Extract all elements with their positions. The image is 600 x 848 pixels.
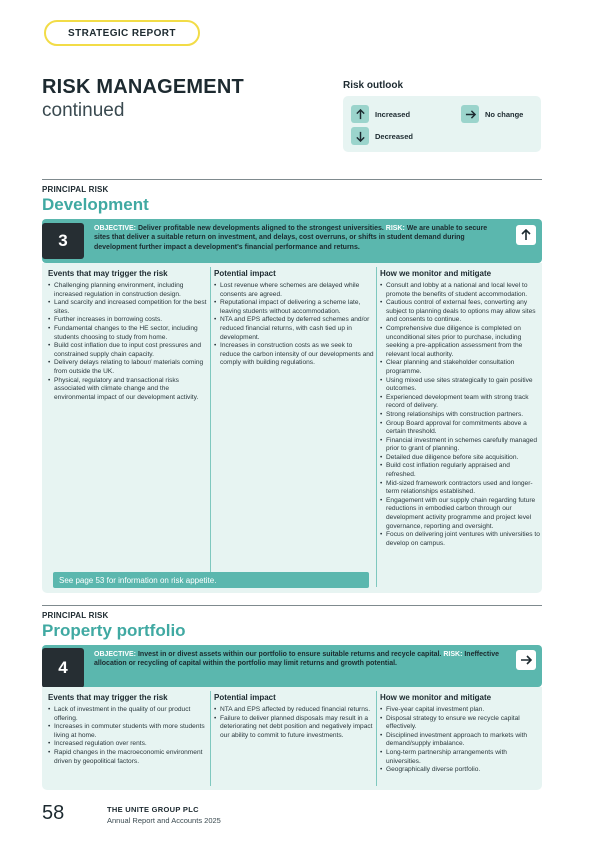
column-divider: [210, 691, 211, 786]
objective-text: Invest in or divest assets within our portfolio to ensure suitable returns and recycle capital.: [137, 651, 442, 658]
list-item: • Lost revenue where schemes are delayed while consents are agreed.: [214, 282, 374, 299]
section-divider: [42, 605, 542, 606]
legend-no-change: [461, 105, 523, 123]
list-item: • Using mixed use sites strategically to gain positive outcomes.: [380, 377, 540, 394]
list-item: • Five-year capital investment plan.: [380, 706, 540, 715]
list-item: • Disposal strategy to ensure we recycle capital effectively.: [380, 715, 540, 732]
impact-list: [214, 706, 374, 740]
legend-no-change-label: No change: [485, 109, 524, 119]
arrow-up-icon: [351, 105, 369, 123]
legend-decreased: [351, 127, 413, 145]
objective-key: OBJECTIVE:: [94, 225, 137, 232]
arrow-up-icon: [516, 225, 536, 245]
legend-decreased-label: Decreased: [375, 131, 413, 141]
risk-details-panel: [42, 263, 542, 593]
list-item: • Disciplined investment approach to markets with demand/supply imbalance.: [380, 732, 540, 749]
list-item: • Cautious control of external fees, converting any subject to planning deals to options may allow sites and consents to continue.: [380, 299, 540, 325]
list-item: • Failure to deliver planned disposals may result in a deteriorating net debt position and negatively impact our ability to commit to future investments.: [214, 715, 374, 741]
risk-outlook-legend: [343, 96, 541, 152]
risk-outlook-title: Risk outlook: [343, 80, 404, 91]
page-number: 58: [42, 802, 65, 824]
list-item: • Build cost inflation due to input cost pressures and constrained supply chain capacity.: [48, 342, 208, 359]
mitigation-column: [380, 263, 540, 548]
list-item: • Land scarcity and increased competition for the best sites.: [48, 299, 208, 316]
column-divider: [376, 691, 377, 786]
list-item: • Increases in construction costs as we seek to reduce the carbon intensity of our developments and comply with building regulations.: [214, 342, 374, 368]
events-list: [48, 706, 208, 766]
events-column: [48, 263, 208, 402]
impact-column: [214, 687, 374, 740]
risk-details-panel: [42, 687, 542, 790]
risk-number: 4: [42, 648, 84, 688]
impact-heading: Potential impact: [214, 269, 276, 278]
list-item: • Challenging planning environment, including increased regulation in construction design.: [48, 282, 208, 299]
page-subtitle: continued: [42, 100, 125, 121]
section-divider: [42, 179, 542, 180]
risk-text: We are unable to secure sites that deliver a suitable return on investment, and delays, cost overruns, or shifts in student demand during development further impact a development's financial performance and returns.: [94, 225, 488, 251]
arrow-right-icon: [461, 105, 479, 123]
list-item: • Consult and lobby at a national and local level to promote the benefits of student accommodation.: [380, 282, 540, 299]
column-divider: [210, 267, 211, 587]
mitigation-heading: How we monitor and mitigate: [380, 693, 492, 702]
list-item: • NTA and EPS affected by reduced financial returns.: [214, 706, 374, 715]
list-item: • NTA and EPS affected by deferred schemes and/or reduced financial returns, with cash tied up in development.: [214, 316, 374, 342]
objective-key: OBJECTIVE:: [94, 651, 137, 658]
list-item: • Reputational impact of delivering a scheme late, leaving students without accommodation.: [214, 299, 374, 316]
footer-company: THE UNITE GROUP PLC: [107, 805, 199, 814]
list-item: • Rapid changes in the macroeconomic environment driven by geopolitical factors.: [48, 749, 208, 766]
risk-objective-banner: [42, 645, 542, 687]
list-item: • Mid-sized framework contractors used and longer-term relationships established.: [380, 480, 540, 497]
events-list: [48, 282, 208, 402]
list-item: • Fundamental changes to the HE sector, including students choosing to study from home.: [48, 325, 208, 342]
risk-number: 3: [42, 223, 84, 259]
risk-appetite-link[interactable]: See page 53 for information on risk appetite.: [53, 572, 369, 588]
list-item: • Engagement with our supply chain regarding future reductions in embodied carbon through our development activity programme and project level governance, reporting and oversight.: [380, 497, 540, 531]
legend-increased: [351, 105, 410, 123]
risk-key: RISK:: [385, 225, 405, 232]
mitigation-heading: How we monitor and mitigate: [380, 269, 492, 278]
mitigation-list: [380, 706, 540, 775]
list-item: • Strong relationships with construction partners.: [380, 411, 540, 420]
arrow-down-icon: [351, 127, 369, 145]
section-label: STRATEGIC REPORT: [44, 20, 200, 46]
arrow-right-icon: [516, 650, 536, 670]
risk-title: Property portfolio: [42, 621, 186, 640]
list-item: • Further increases in borrowing costs.: [48, 316, 208, 325]
list-item: • Geographically diverse portfolio.: [380, 766, 540, 775]
risk-key: RISK:: [443, 651, 463, 658]
page-title: RISK MANAGEMENT: [42, 76, 244, 98]
list-item: • Build cost inflation regularly appraised and refreshed.: [380, 462, 540, 479]
impact-list: [214, 282, 374, 368]
list-item: • Clear planning and stakeholder consultation programme.: [380, 359, 540, 376]
mitigation-list: [380, 282, 540, 548]
events-heading: Events that may trigger the risk: [48, 269, 168, 278]
list-item: • Long-term partnership arrangements with universities.: [380, 749, 540, 766]
risk-text: Ineffective allocation or recycling of capital within the portfolio may limit returns and growth potential.: [94, 651, 499, 668]
principal-risk-label: PRINCIPAL RISK: [42, 185, 109, 194]
list-item: • Experienced development team with strong track record of delivery.: [380, 394, 540, 411]
objective-text: Deliver profitable new developments aligned to the strongest universities.: [137, 225, 384, 232]
risk-objective-banner: [42, 219, 542, 263]
footer-report: Annual Report and Accounts 2025: [107, 816, 221, 825]
list-item: • Physical, regulatory and transactional risks associated with climate change and the environmental impact of our development activity.: [48, 377, 208, 403]
list-item: • Focus on delivering joint ventures with universities to develop on campus.: [380, 531, 540, 548]
mitigation-column: [380, 687, 540, 775]
list-item: • Group Board approval for commitments above a certain threshold.: [380, 420, 540, 437]
events-column: [48, 687, 208, 766]
column-divider: [376, 267, 377, 587]
list-item: • Lack of investment in the quality of our product offering.: [48, 706, 208, 723]
principal-risk-label: PRINCIPAL RISK: [42, 611, 109, 620]
impact-heading: Potential impact: [214, 693, 276, 702]
impact-column: [214, 263, 374, 368]
list-item: • Increased regulation over rents.: [48, 740, 208, 749]
list-item: • Detailed due diligence before site acquisition.: [380, 454, 540, 463]
list-item: • Delivery delays relating to labour/ materials coming from outside the UK.: [48, 359, 208, 376]
events-heading: Events that may trigger the risk: [48, 693, 168, 702]
risk-title: Development: [42, 195, 149, 214]
legend-increased-label: Increased: [375, 109, 411, 119]
list-item: • Comprehensive due diligence is completed on unconditional sites prior to purchase, including seeking a pre-application assessment from the relevant local authority.: [380, 325, 540, 359]
list-item: • Increases in commuter students with more students living at home.: [48, 723, 208, 740]
risk-objective-text: [94, 224, 504, 252]
list-item: • Financial investment in schemes carefully managed prior to grant of planning.: [380, 437, 540, 454]
risk-objective-text: [94, 650, 504, 669]
